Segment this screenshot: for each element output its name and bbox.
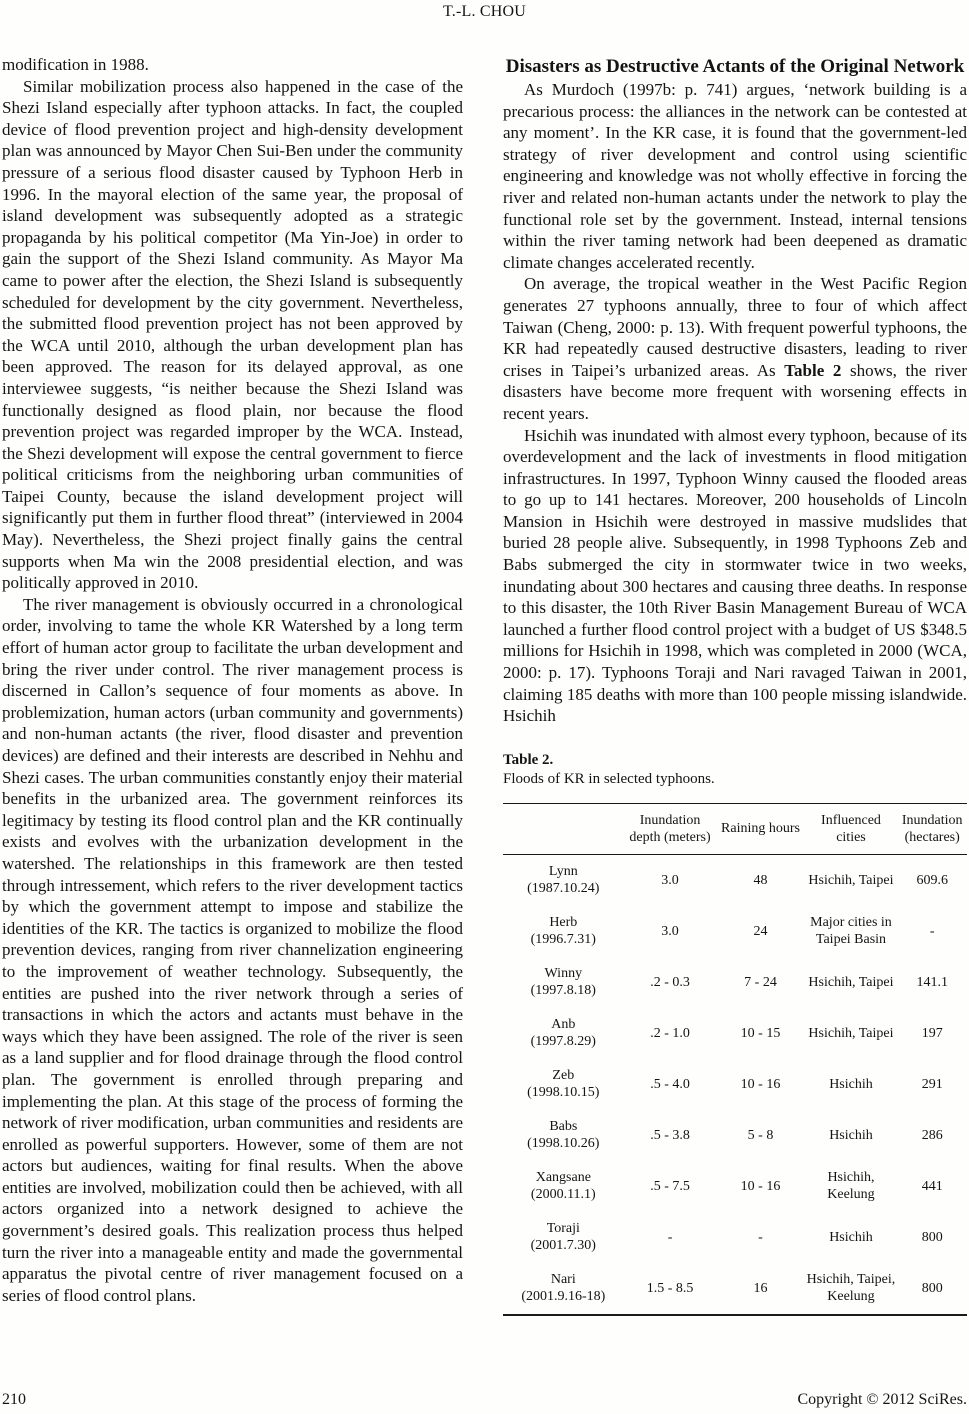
- table-row: [503, 1059, 967, 1110]
- typhoon-name: Nari: [550, 1272, 576, 1288]
- table-caption-text: Floods of KR in selected typhoons.: [503, 771, 715, 788]
- hectares-cell: 141.1: [916, 974, 948, 990]
- typhoon-name: Lynn: [548, 864, 578, 880]
- col-header-influenced-cities: Influenced cities: [805, 803, 898, 854]
- floods-table: [503, 803, 967, 1316]
- cities-cell: Hsichih, Taipei, Keelung: [806, 1272, 896, 1305]
- typhoon-name: Zeb: [552, 1068, 575, 1084]
- table-row: [503, 1212, 967, 1263]
- left-column: [2, 54, 463, 1316]
- hours-cell: 5 - 8: [747, 1127, 774, 1143]
- typhoon-name: Anb: [551, 1017, 576, 1033]
- depth-cell: 3.0: [661, 872, 679, 888]
- hours-cell: 7 - 24: [744, 974, 777, 990]
- depth-cell: -: [667, 1229, 673, 1245]
- copyright-notice: Copyright © 2012 SciRes.: [797, 1391, 967, 1408]
- right-column: [503, 54, 967, 1316]
- table-row: [503, 957, 967, 1008]
- hectares-cell: 800: [921, 1280, 943, 1296]
- typhoon-name: Winny: [544, 966, 583, 982]
- depth-cell: .5 - 4.0: [650, 1076, 690, 1092]
- paragraph-hsichih-floods: Hsichih was inundated with almost every typhoon, because of its overdevelopment and the lack of investments in flood mitigation infrastructures. In 1997, Typhoon Winny caused the flooded areas to go up to 141 hectares. Moreover, 200 households of Lincoln Mansion in Hsichih were destroyed in massive mudslides that buried 28 people alive. Subsequently, in 1998 Typhoons Zeb and Babs submerged the city in stormwater twice in two weeks, inundating about 300 hectares and causing three deaths. In response to this disaster, the 10th River Basin Management Bureau of WCA launched a further flood control project with a budget of US $348.5 millions for Hsichih in 1998, which was completed in 2000 (WCA, 2000: p. 17). Typhoons Toraji and Nari ravaged Taiwan in 2001, claiming 185 deaths with more than 100 people missing islandwide. Hsichih: [503, 425, 967, 726]
- cities-cell: Hsichih: [829, 1076, 873, 1092]
- hours-cell: 10 - 15: [740, 1025, 781, 1041]
- typhoon-name: Herb: [549, 915, 578, 931]
- typhoon-name-cell: [503, 906, 624, 957]
- table-row: [503, 1263, 967, 1315]
- table-row: [503, 1008, 967, 1059]
- table-caption: [503, 751, 967, 790]
- cities-cell: Hsichih, Taipei: [808, 872, 894, 888]
- paragraph-text: On average, the tropical weather in the West Pacific Region generates 27 typhoons annually, three to four of which affect Taiwan (Cheng, 2000: p. 13). With frequent powerful typhoons, the KR had repeatedly caused destructive disasters, leading to river crises in Taipei’s urbanized areas. As: [503, 274, 967, 380]
- col-header-raining-hours: Raining hours: [716, 803, 804, 854]
- paragraph-text: shows, the river disasters have become more frequent with worsening effects in recent years.: [503, 360, 967, 423]
- hours-cell: 16: [753, 1280, 768, 1296]
- depth-cell: .5 - 3.8: [650, 1127, 690, 1143]
- hectares-cell: 197: [921, 1025, 943, 1041]
- table-row: [503, 1110, 967, 1161]
- typhoon-date: (2001.7.30): [530, 1238, 596, 1254]
- col-header-inundation-hectares: Inundation (hectares): [897, 803, 967, 854]
- depth-cell: .5 - 7.5: [650, 1178, 690, 1194]
- typhoon-name-cell: [503, 1212, 624, 1263]
- hours-cell: 48: [753, 872, 768, 888]
- typhoon-name-cell: [503, 1263, 624, 1315]
- hectares-cell: 609.6: [916, 872, 948, 888]
- typhoon-name-cell: [503, 1008, 624, 1059]
- paragraph-shezi-island: Similar mobilization process also happened in the case of the Shezi Island especially after typhoon attacks. In fact, the coupled device of flood prevention project and high-density development plan was announced by Mayor Chen Sui-Ben under the community pressure of a serious flood disaster caused by Typhoon Herb in 1996. In the mayoral election of the same year, the proposal of island development was subsequently adopted as a strategic propaganda by his political competitor (Ma Yin-Joe) in order to gain the support of the Shezi Island community. As Mayor Ma came to power after the election, the Shezi Island is subsequently scheduled for development by the city government. Nevertheless, the submitted flood prevention project has not been approved by the WCA until 2010, although the urban development plan has been approved. The reason for its delayed approval, as one interviewee suggests, “is neither because the Shezi Island was functionally designed as flood plain, nor because the flood prevention project was regarded improper by the WCA. Instead, the Shezi development will expose the central government to fierce political criticisms from the neighboring urban communities of Taipei County, because the island development project will significantly put them in further flood threat” (interviewed in 2004 May). Nevertheless, the Shezi project finally gains the central supports when Ma win the 2008 presidential election, and was politically approved in 2010.: [2, 76, 463, 593]
- paragraph-typhoon-frequency: [503, 273, 967, 424]
- table-row: [503, 1161, 967, 1212]
- depth-cell: .2 - 0.3: [650, 974, 690, 990]
- col-header-inundation-depth: Inundation depth (meters): [624, 803, 717, 854]
- two-column-body: [2, 54, 967, 1316]
- cities-cell: Hsichih, Taipei: [808, 1025, 894, 1041]
- table-header-row: [503, 803, 967, 854]
- typhoon-name: Babs: [549, 1119, 578, 1135]
- hours-cell: 24: [753, 923, 768, 939]
- cities-cell: Major cities in Taipei Basin: [810, 915, 892, 948]
- typhoon-name-cell: [503, 1161, 624, 1212]
- depth-cell: 1.5 - 8.5: [646, 1280, 694, 1296]
- paragraph-murdoch: As Murdoch (1997b: p. 741) argues, ‘network building is a precarious process: the alliances in the network can be contested at any moment’. In the KR case, it is found that the government-led strategy of river development and control using scientific engineering and knowledge was not wholly effective in forcing the river and related non-human actants under the network to play the functional role set by the government. Instead, internal tensions within the river taming network had been deepened as dramatic climate changes accelerated recently.: [503, 80, 967, 272]
- depth-cell: 3.0: [661, 923, 679, 939]
- cities-cell: Hsichih: [829, 1127, 873, 1143]
- hours-cell: -: [758, 1229, 763, 1245]
- hectares-cell: 800: [921, 1229, 943, 1245]
- cities-cell: Hsichih, Taipei: [808, 974, 894, 990]
- hectares-cell: 441: [921, 1178, 943, 1194]
- typhoon-name: Xangsane: [535, 1170, 591, 1186]
- page-footer: [2, 1391, 967, 1409]
- typhoon-name-cell: [503, 1110, 624, 1161]
- cities-cell: Hsichih: [829, 1229, 873, 1245]
- hectares-cell: -: [929, 923, 935, 939]
- page-number: 210: [2, 1391, 26, 1408]
- typhoon-date: (1997.8.29): [530, 1034, 596, 1050]
- typhoon-date: (1996.7.31): [530, 932, 596, 948]
- hectares-cell: 286: [921, 1127, 943, 1143]
- typhoon-date: (1998.10.15): [527, 1085, 600, 1101]
- running-head: T.-L. CHOU: [442, 3, 527, 20]
- typhoon-name-cell: [503, 1059, 624, 1110]
- typhoon-name-cell: [503, 957, 624, 1008]
- paragraph-river-management: The river management is obviously occurred in a chronological order, involving to tame the whole KR Watershed by a long term effort of human actor group to facilitate the urban development and bring the river under control. The river management process is discerned in Callon’s sequence of four moments as above. In problemization, human actors (urban community and governments) and non-human actants (the river, flood disaster and prevention devices) are defined and their interests are described in Nehhu and Shezi cases. The urban communities constantly enjoy their material benefits in the urbanized area. The government reinforces its legitimacy by testing its flood control plan and the KR continually exists and evolves with the urbanization development in the watershed. The relationships in this framework are then tested through intressement, which refers to the river development tactics by which the government attempt to impose and stabilize the identities of the KR. The tactics is organized to mobilize the flood prevention devices, ranging from river channelization engineering to the improvement of weather technology. Subsequently, the entities are pushed into the river network through a series of transactions in which the actors and actants must behave in the ways which they have been assigned. The role of the river is seen as a land supplier and for flood drainage through the flood control plan. The government is enrolled through preparing and implementing the plan. At this stage of the process of forming the network of river modification, urban communities and residents are enrolled as powerful supporters. However, some of them are not actors but audiences, waiting for final results. When the above entities are involved, mobilization could then be achieved, with all actors organized into a network designed to achieve the government’s desired goals. This realization process thus helped turn the river into a manageable entity and made the governmental apparatus the pivotal centre of river management focused on a series of flood control plans.: [2, 594, 463, 1305]
- typhoon-date: (2001.9.16-18): [521, 1289, 606, 1305]
- typhoon-date: (2000.11.1): [530, 1187, 596, 1203]
- cities-cell: Hsichih, Keelung: [827, 1170, 875, 1203]
- typhoon-date: (1998.10.26): [527, 1136, 600, 1152]
- hours-cell: 10 - 16: [740, 1178, 781, 1194]
- section-heading: Disasters as Destructive Actants of the Original Network: [505, 56, 965, 77]
- hectares-cell: 291: [921, 1076, 943, 1092]
- table-2-reference: Table 2: [784, 360, 842, 380]
- paragraph-continuation: modification in 1988.: [2, 55, 149, 74]
- typhoon-date: (1997.8.18): [530, 983, 596, 999]
- hours-cell: 10 - 16: [740, 1076, 781, 1092]
- col-header-typhoon: [503, 803, 624, 854]
- typhoon-name-cell: [503, 854, 624, 906]
- table-caption-label: Table 2.: [503, 751, 554, 768]
- table-row: [503, 854, 967, 906]
- typhoon-name: Toraji: [546, 1221, 580, 1237]
- typhoon-date: (1987.10.24): [527, 881, 600, 897]
- depth-cell: .2 - 1.0: [650, 1025, 690, 1041]
- table-row: [503, 906, 967, 957]
